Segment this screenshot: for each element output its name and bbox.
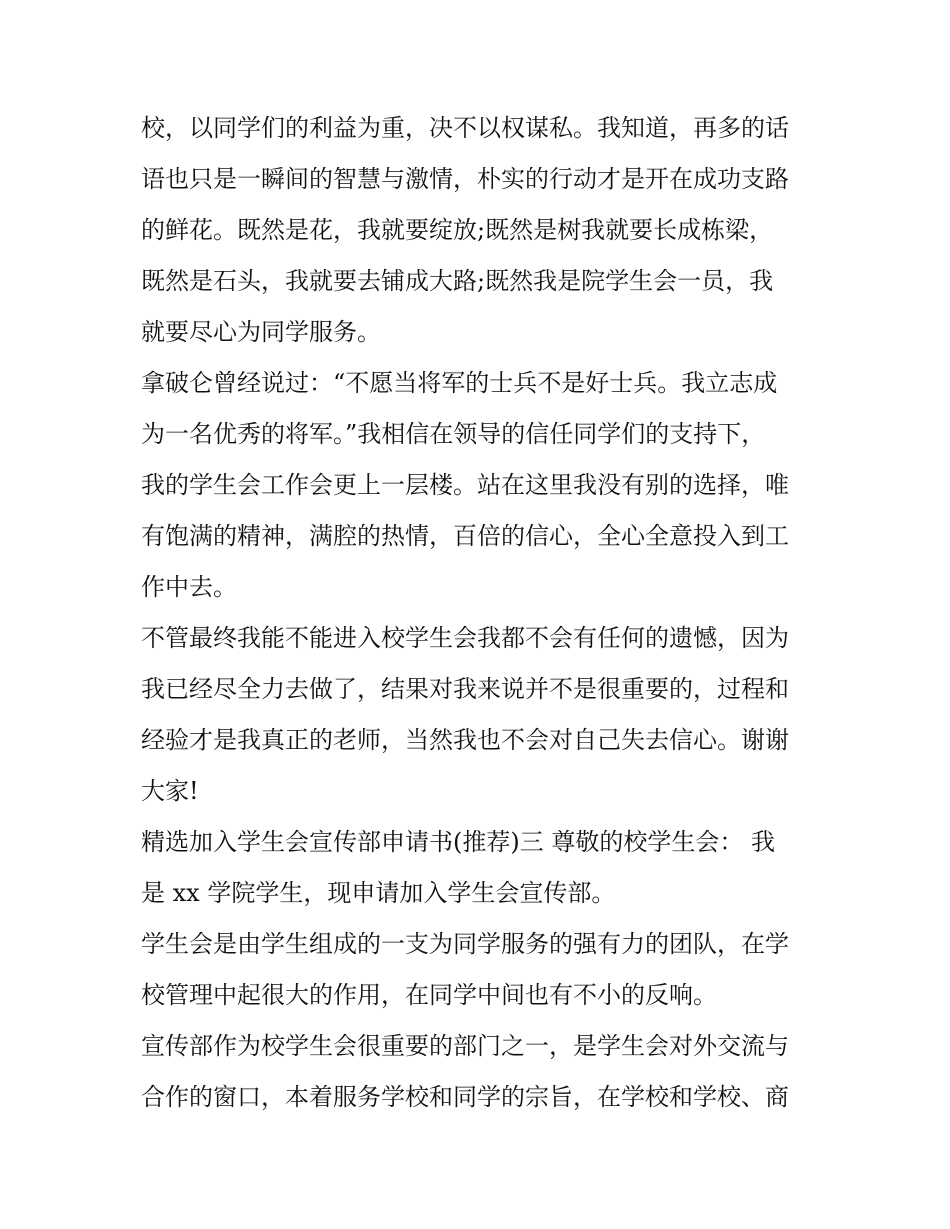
text-line: 语也只是一瞬间的智慧与激情，朴实的行动才是开在成功支路 — [141, 165, 789, 193]
text-line: 我已经尽全力去做了，结果对我来说并不是很重要的，过程和 — [141, 675, 789, 703]
text-line: 是 xx 学院学生，现申请加入学生会宣传部。 — [141, 879, 616, 907]
text-line: 有饱满的精神，满腔的热情，百倍的信心，全心全意投入到工 — [141, 522, 789, 550]
document-body — [141, 107, 821, 1127]
text-line: 合作的窗口，本着服务学校和同学的宗旨，在学校和学校、商 — [141, 1083, 789, 1111]
text-line: 我的学生会工作会更上一层楼。站在这里我没有别的选择，唯 — [141, 471, 789, 499]
text-line: 不管最终我能不能进入校学生会我都不会有任何的遗憾，因为 — [141, 624, 789, 652]
text-line: 的鲜花。既然是花，我就要绽放;既然是树我就要长成栋梁， — [141, 216, 774, 244]
text-line: 大家! — [141, 777, 199, 805]
text-line: 校，以同学们的利益为重，决不以权谋私。我知道，再多的话 — [141, 114, 789, 142]
text-line: 拿破仑曾经说过：“不愿当将军的士兵不是好士兵。我立志成 — [141, 369, 778, 397]
text-line: 既然是石头，我就要去铺成大路;既然我是院学生会一员，我 — [141, 267, 774, 295]
text-line: 作中去。 — [141, 573, 237, 601]
text-line: 学生会是由学生组成的一支为同学服务的强有力的团队，在学 — [141, 930, 789, 958]
text-line: 宣传部作为校学生会很重要的部门之一，是学生会对外交流与 — [141, 1032, 789, 1060]
text-line: 经验才是我真正的老师，当然我也不会对自己失去信心。谢谢 — [141, 726, 789, 754]
text-line: 为一名优秀的将军。”我相信在领导的信任同学们的支持下， — [141, 420, 766, 448]
text-line: 就要尽心为同学服务。 — [141, 318, 381, 346]
text-line: 校管理中起很大的作用，在同学中间也有不小的反响。 — [141, 981, 717, 1009]
text-line: 精选加入学生会宣传部申请书(推荐)三 尊敬的校学生会： 我 — [141, 828, 775, 856]
